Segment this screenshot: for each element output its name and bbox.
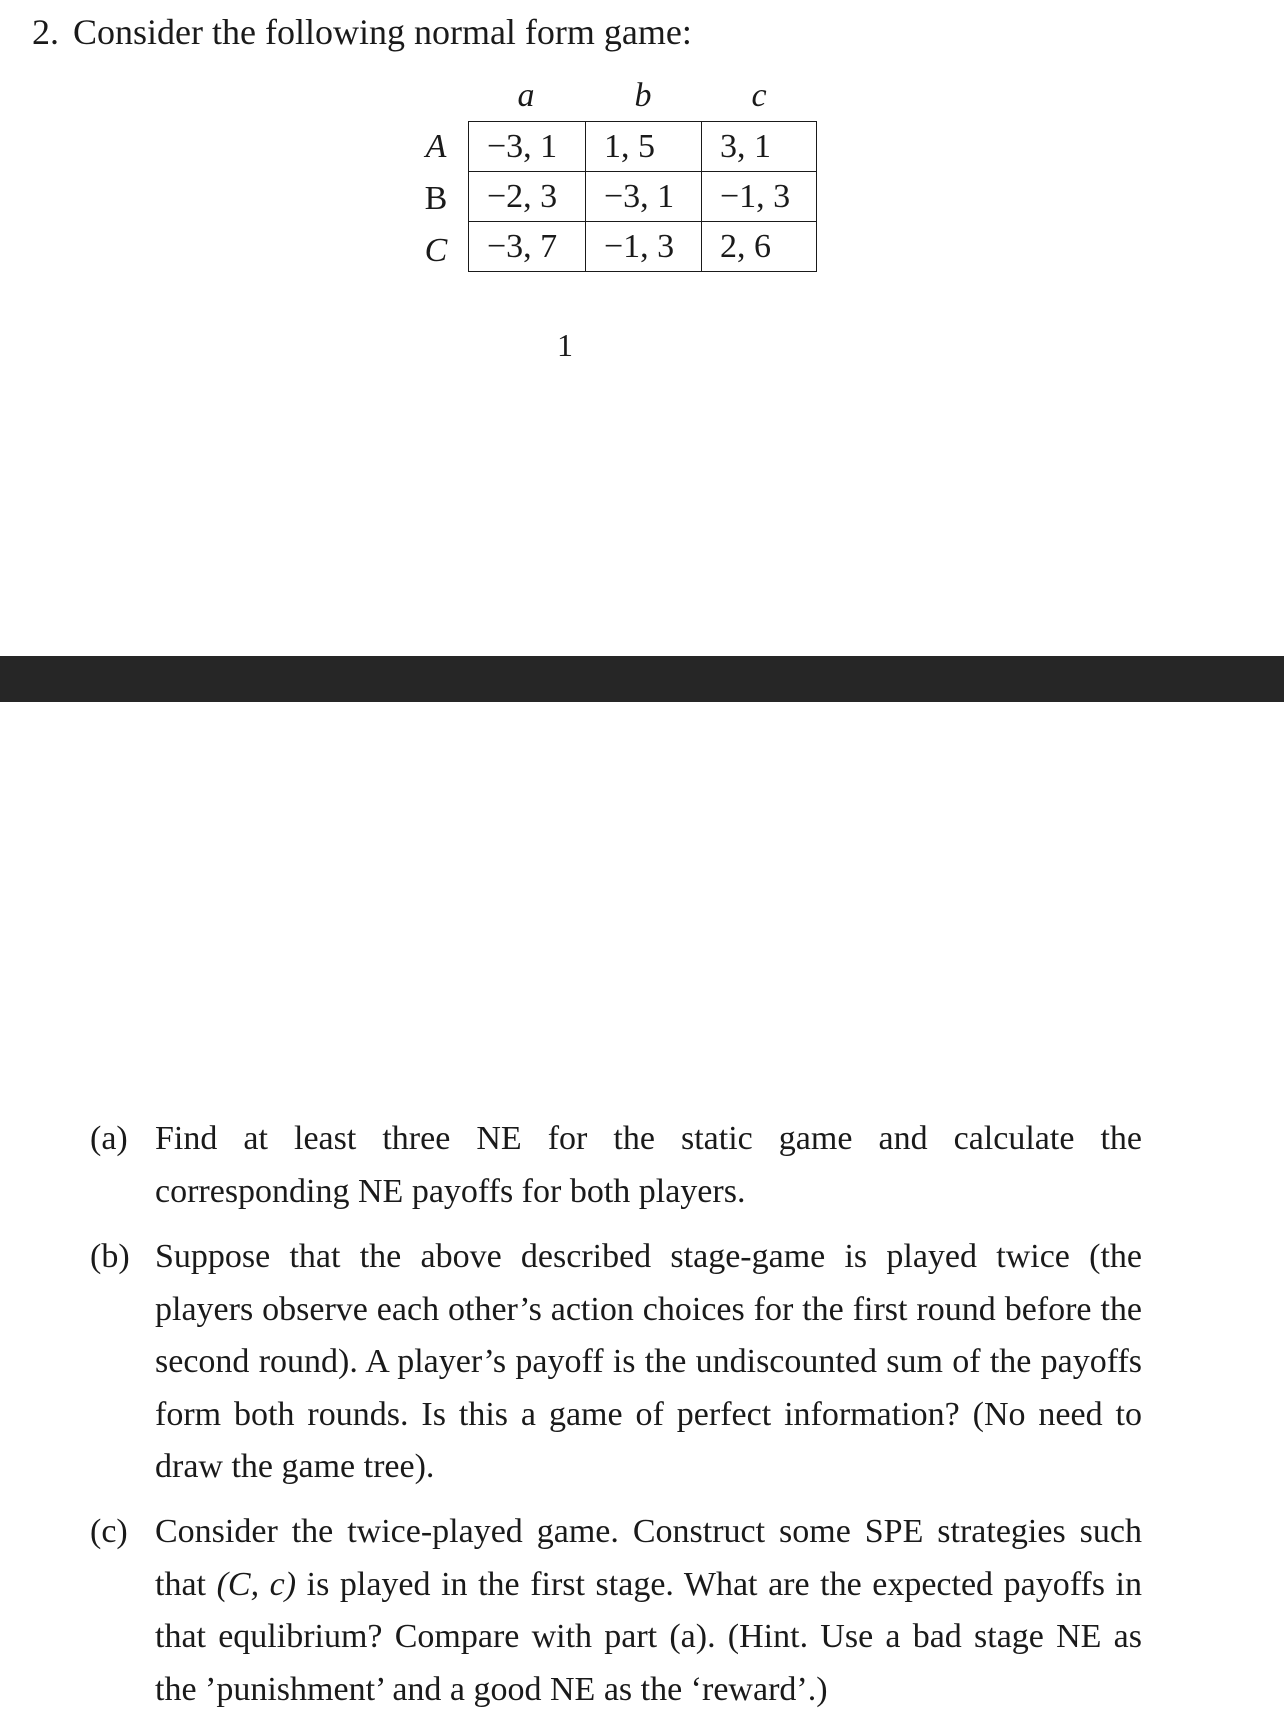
payoff-cell-C-c: 2, 6 xyxy=(702,222,817,272)
question-c-label: (c) xyxy=(90,1513,128,1550)
question-a-text: Find at least three NE for the static game and calculate the corresponding NE payoffs for both players. xyxy=(155,1120,1142,1210)
payoff-cell-C-b: −1, 3 xyxy=(586,222,702,272)
payoff-cell-C-a: −3, 7 xyxy=(469,222,586,272)
question-c-text xyxy=(155,1506,1142,1716)
row-header-B: B xyxy=(424,180,448,217)
question-c xyxy=(90,1506,1142,1716)
payoff-matrix xyxy=(468,121,817,272)
question-b-label: (b) xyxy=(90,1238,130,1275)
payoff-cell-B-c: −1, 3 xyxy=(702,172,817,222)
payoff-cell-A-c: 3, 1 xyxy=(702,122,817,172)
page-number: 1 xyxy=(557,327,573,363)
question-c-text-before: Consider the twice-played game. Construct some SPE strategies such that xyxy=(155,1513,1142,1603)
payoff-cell-A-b: 1, 5 xyxy=(586,122,702,172)
question-c-text-after: is played in the first stage. What are the expected payoffs in that equlibrium? Compare with part (a). (Hint. Use a bad stage NE as the ’punishment’ and a good NE as the ‘reward’.) xyxy=(155,1565,1142,1708)
row-header-C: C xyxy=(424,232,448,269)
question-c-math: (C, c) xyxy=(216,1565,297,1603)
row-header-A: A xyxy=(425,128,447,165)
column-header-a: a xyxy=(517,77,535,114)
question-b xyxy=(90,1231,1142,1494)
column-header-b: b xyxy=(634,77,652,114)
payoff-row-C xyxy=(469,222,817,272)
payoff-cell-B-b: −3, 1 xyxy=(586,172,702,222)
payoff-row-A xyxy=(469,122,817,172)
problem-intro: Consider the following normal form game: xyxy=(73,12,692,52)
payoff-cell-A-a: −3, 1 xyxy=(469,122,586,172)
question-a-label: (a) xyxy=(90,1120,128,1157)
question-a xyxy=(90,1113,1142,1218)
problem-number: 2. xyxy=(32,12,59,52)
payoff-cell-B-a: −2, 3 xyxy=(469,172,586,222)
question-b-text: Suppose that the above described stage-game is played twice (the players observe each other’s action choices for the first round before the second round). A player’s payoff is the undiscounted sum of the payoffs form both rounds. Is this a game of perfect information? (No need to draw the game tree). xyxy=(155,1238,1142,1485)
page-divider xyxy=(0,656,1284,702)
payoff-row-B xyxy=(469,172,817,222)
column-header-c: c xyxy=(751,77,767,114)
problem-header xyxy=(32,8,692,56)
